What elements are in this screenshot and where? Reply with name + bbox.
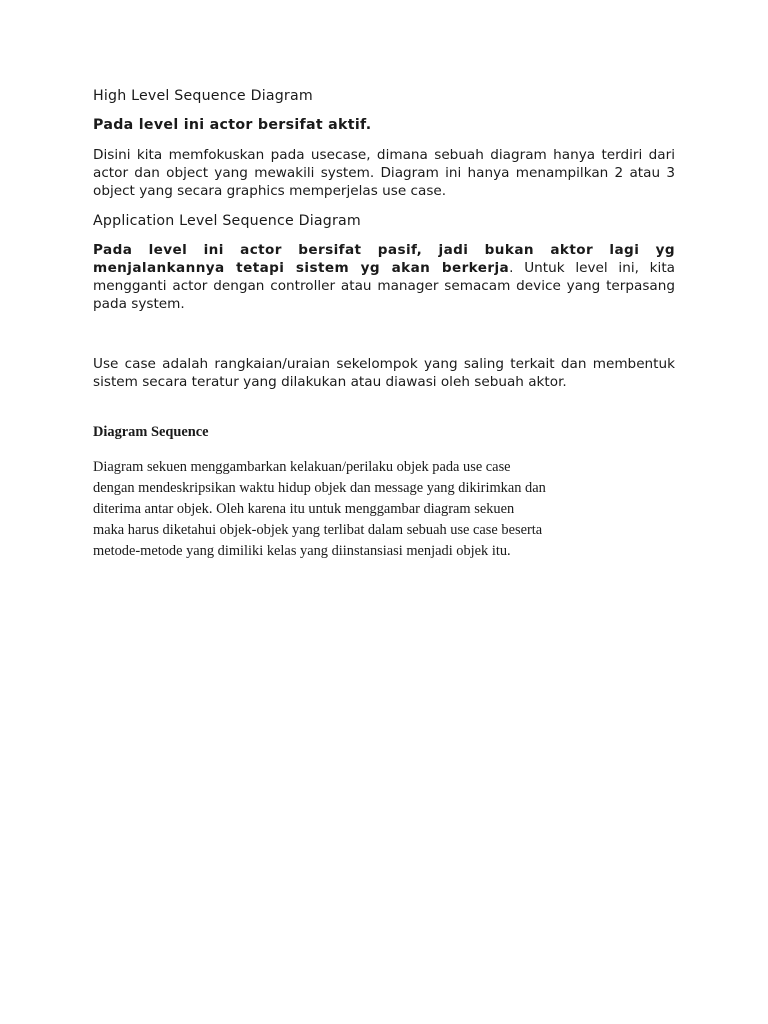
paragraph-use-case-definition: Use case adalah rangkaian/uraian sekelompok yang saling terkait dan membentuk sistem secara teratur yang dilakukan atau diawasi oleh sebuah aktor. xyxy=(93,356,675,390)
paragraph-application-regular-text: . Untuk level ini, kita mengganti actor dengan controller atau manager semacam device yang terpasang pada system. xyxy=(93,260,675,312)
subheading-actor-active: Pada level ini actor bersifat aktif. xyxy=(93,117,372,133)
heading-diagram-sequence: Diagram Sequence xyxy=(93,424,209,440)
heading-application-level-sequence-diagram: Application Level Sequence Diagram xyxy=(93,213,361,229)
diagram-sequence-line: dengan mendeskripsikan waktu hidup objek dan message yang dikirimkan dan xyxy=(93,480,546,496)
paragraph-application-level-description xyxy=(93,241,675,313)
diagram-sequence-line: diterima antar objek. Oleh karena itu untuk menggambar diagram sekuen xyxy=(93,501,515,517)
diagram-sequence-line: metode-metode yang dimiliki kelas yang diinstansiasi menjadi objek itu. xyxy=(93,543,511,559)
paragraph-diagram-sequence-description xyxy=(93,457,613,562)
heading-high-level-sequence-diagram: High Level Sequence Diagram xyxy=(93,88,313,104)
diagram-sequence-line: Diagram sekuen menggambarkan kelakuan/perilaku objek pada use case xyxy=(93,459,511,475)
diagram-sequence-line: maka harus diketahui objek-objek yang terlibat dalam sebuah use case beserta xyxy=(93,522,543,538)
paragraph-application-bold-text: Pada level ini actor bersifat pasif, jadi bukan aktor lagi yg menjalankannya tetapi sistem yg akan berkerja xyxy=(93,242,675,276)
paragraph-high-level-description: Disini kita memfokuskan pada usecase, dimana sebuah diagram hanya terdiri dari actor dan object yang mewakili system. Diagram ini hanya menampilkan 2 atau 3 object yang secara graphics memperjelas use case. xyxy=(93,147,675,199)
